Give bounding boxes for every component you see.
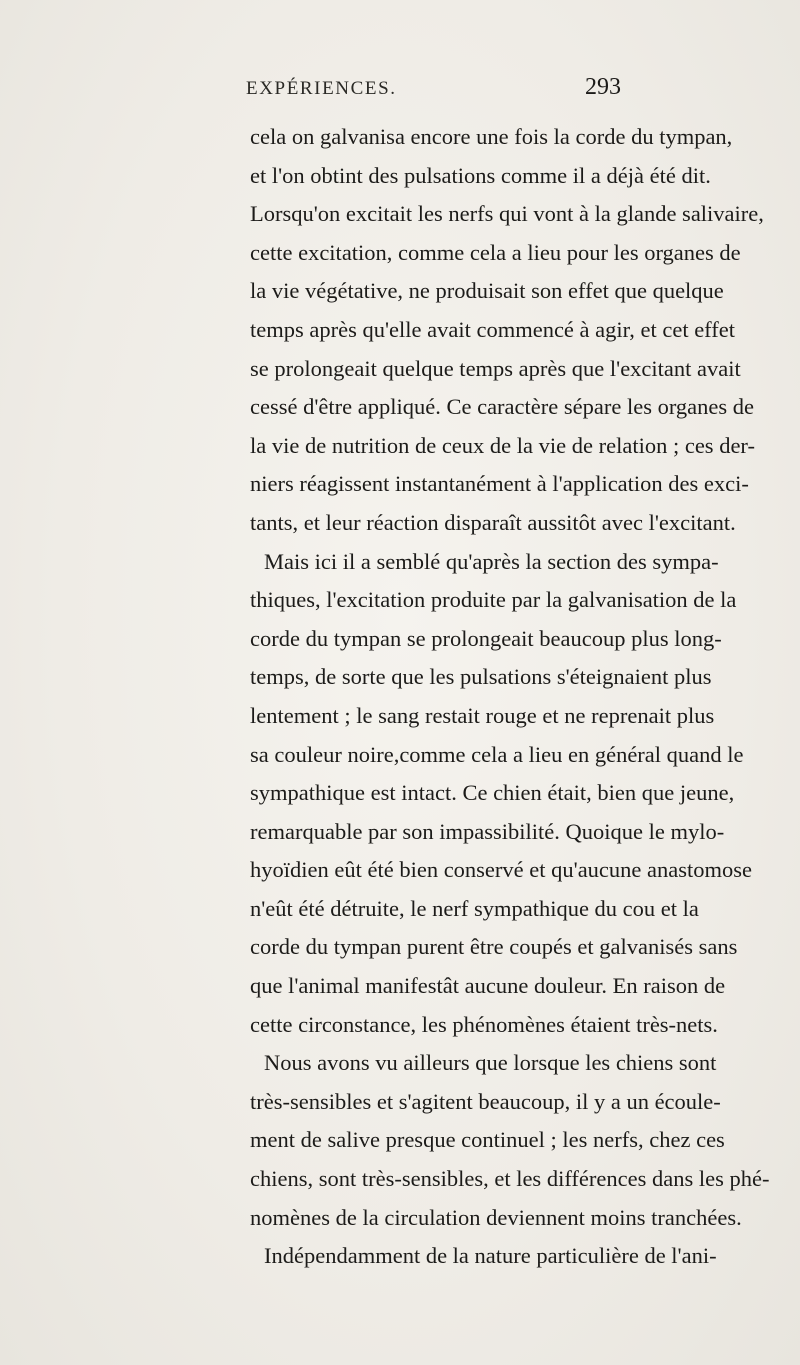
text-line: temps, de sorte que les pulsations s'éteignaient plus xyxy=(250,664,712,690)
text-line: cette circonstance, les phénomènes étaient très-nets. xyxy=(250,1011,718,1037)
text-line: sympathique est intact. Ce chien était, bien que jeune, xyxy=(250,780,735,806)
text-line: temps après qu'elle avait commencé à agir, et cet effet xyxy=(250,316,736,342)
text-line: corde du tympan purent être coupés et galvanisés sans xyxy=(250,934,738,960)
text-line: la vie de nutrition de ceux de la vie de relation ; ces der- xyxy=(250,432,755,458)
running-title: EXPÉRIENCES. xyxy=(246,78,397,99)
text-line: n'eût été détruite, le nerf sympathique du cou et la xyxy=(250,895,699,921)
text-line: nomènes de la circulation deviennent moins tranchées. xyxy=(250,1204,742,1230)
text-line: niers réagissent instantanément à l'application des exci- xyxy=(250,471,749,497)
text-line: remarquable par son impassibilité. Quoique le mylo- xyxy=(250,818,725,844)
text-line: très-sensibles et s'agitent beaucoup, il y a un écoule- xyxy=(250,1088,721,1114)
text-line: hyoïdien eût été bien conservé et qu'aucune anastomose xyxy=(250,857,752,883)
page-header xyxy=(0,74,800,112)
text-line: lentement ; le sang restait rouge et ne reprenait plus xyxy=(250,702,715,728)
text-line: cessé d'être appliqué. Ce caractère sépare les organes de xyxy=(250,394,754,420)
text-line: cela on galvanisa encore une fois la corde du tympan, xyxy=(250,124,733,149)
text-line: Mais ici il a semblé qu'après la section des sympa- xyxy=(264,548,719,574)
text-line: Indépendamment de la nature particulière de l'ani- xyxy=(264,1243,717,1269)
page-number: 293 xyxy=(585,74,621,100)
text-line: Lorsqu'on excitait les nerfs qui vont à la glande salivaire, xyxy=(250,201,764,227)
text-line: ment de salive presque continuel ; les nerfs, chez ces xyxy=(250,1127,725,1153)
text-line: sa couleur noire,comme cela a lieu en général quand le xyxy=(250,741,744,767)
text-line: chiens, sont très-sensibles, et les différences dans les phé- xyxy=(250,1166,770,1192)
text-line: Nous avons vu ailleurs que lorsque les chiens sont xyxy=(264,1050,717,1076)
text-line: la vie végétative, ne produisait son effet que quelque xyxy=(250,278,724,304)
text-line: corde du tympan se prolongeait beaucoup plus long- xyxy=(250,625,722,651)
text-line: cette excitation, comme cela a lieu pour les organes de xyxy=(250,239,741,265)
text-line: se prolongeait quelque temps après que l'excitant avait xyxy=(250,355,741,381)
text-line: que l'animal manifestât aucune douleur. En raison de xyxy=(250,973,726,999)
text-line: thiques, l'excitation produite par la galvanisation de la xyxy=(250,587,737,613)
body-text xyxy=(250,118,770,1276)
text-line: et l'on obtint des pulsations comme il a déjà été dit. xyxy=(250,162,711,188)
text-line: tants, et leur réaction disparaît aussitôt avec l'excitant. xyxy=(250,509,736,535)
